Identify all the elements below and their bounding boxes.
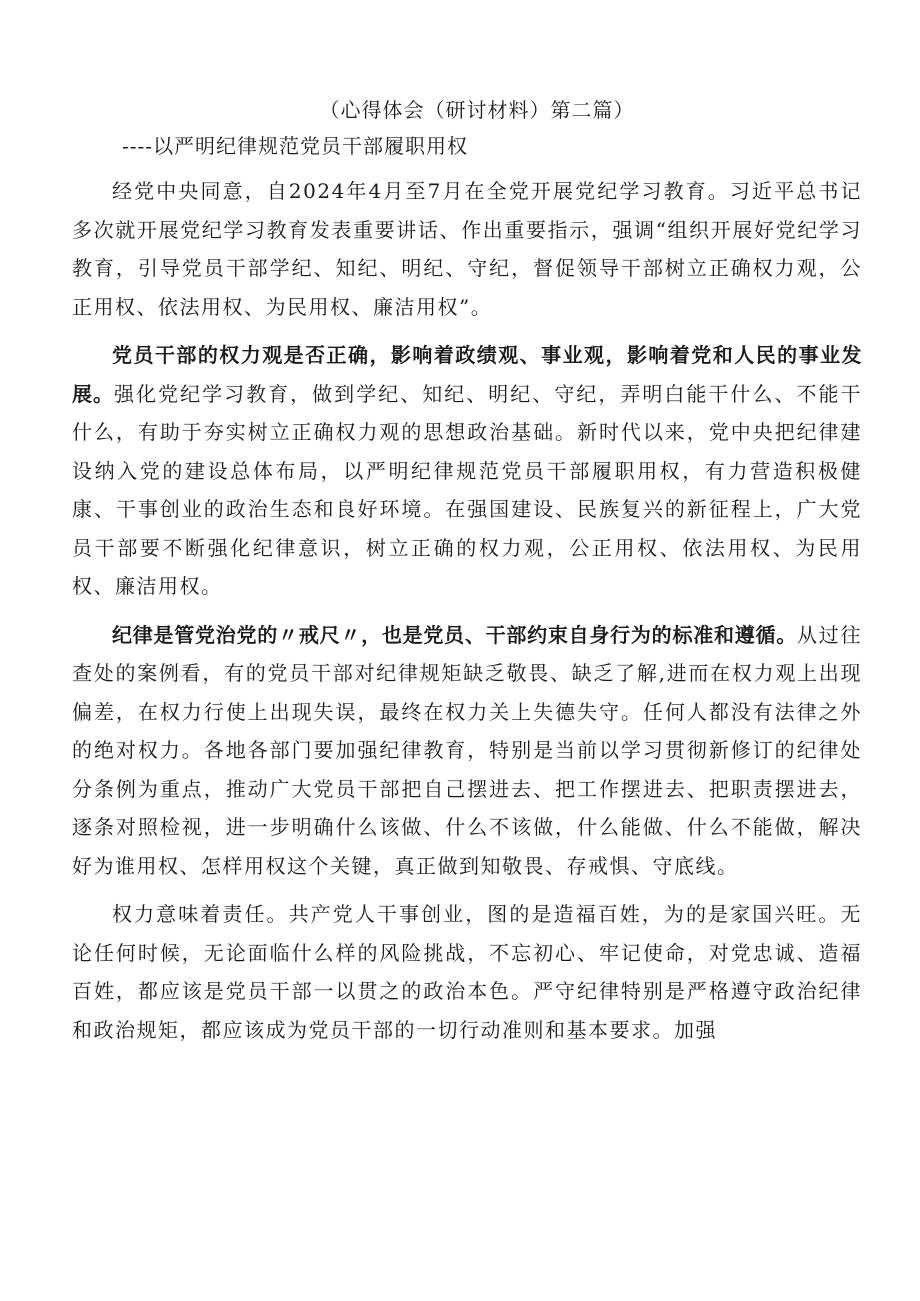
paragraph-1	[72, 172, 862, 326]
paragraph-3	[72, 616, 862, 886]
document-page	[72, 92, 862, 1059]
document-title: （心得体会（研讨材料）第二篇）	[319, 98, 635, 122]
paragraph-4	[72, 895, 862, 1049]
paragraph-4-text: 权力意味着责任。共产党人干事创业，图的是造福百姓，为的是家国兴旺。无论任何时候，无论面临什么样的风险挑战，不忘初心、牢记使命，对党忠诚、造福百姓，都应该是党员干部一以贯之的政治本色。严守纪律特别是严格遵守政治纪律和政治规矩，都应该成为党员干部的一切行动准则和基本要求。加强	[72, 902, 862, 1042]
paragraph-2	[72, 336, 862, 606]
paragraph-1-text: 经党中央同意，自2024年4月至7月在全党开展党纪学习教育。习近平总书记多次就开展党纪学习教育发表重要讲话、作出重要指示，强调“组织开展好党纪学习教育，引导党员干部学纪、知纪、明纪、守纪，督促领导干部树立正确权力观，公正用权、依法用权、为民用权、廉洁用权”。	[72, 179, 862, 319]
paragraph-2-text: 强化党纪学习教育，做到学纪、知纪、明纪、守纪，弄明白能干什么、不能干什么，有助于夯实树立正确权力观的思想政治基础。新时代以来，党中央把纪律建设纳入党的建设总体布局，以严明纪律规范党员干部履职用权，有力营造积极健康、干事创业的政治生态和良好环境。在强国建设、民族复兴的新征程上，广大党员干部要不断强化纪律意识，树立正确的权力观，公正用权、依法用权、为民用权、廉洁用权。	[72, 381, 863, 598]
paragraph-3-lead: 纪律是管党治党的〃戒尺〃，也是党员、干部约束自身行为的标准和遵循。	[112, 622, 797, 647]
paragraph-3-text: 从过往查处的案例看，有的党员干部对纪律规矩缺乏敬畏、缺乏了解,进而在权力观上出现偏差，在权力行使上出现失误，最终在权力关上失德失守。任何人都没有法律之外的绝对权力。各地各部门要加强纪律教育，特别是当前以学习贯彻新修订的纪律处分条例为重点，推动广大党员干部把自己摆进去、把工作摆进去、把职责摆进去，逐条对照检视，进一步明确什么该做、什么不该做，什么能做、什么不能做，解决好为谁用权、怎样用权这个关键，真正做到知敬畏、存戒惧、守底线。	[72, 622, 863, 878]
paragraph-2-lead: 党员干部的权力观是否正确，影响着政绩观、事业观，影响着党和人民的事业发展。	[72, 343, 862, 406]
document-subtitle: ----以严明纪律规范党员干部履职用权	[122, 134, 469, 158]
